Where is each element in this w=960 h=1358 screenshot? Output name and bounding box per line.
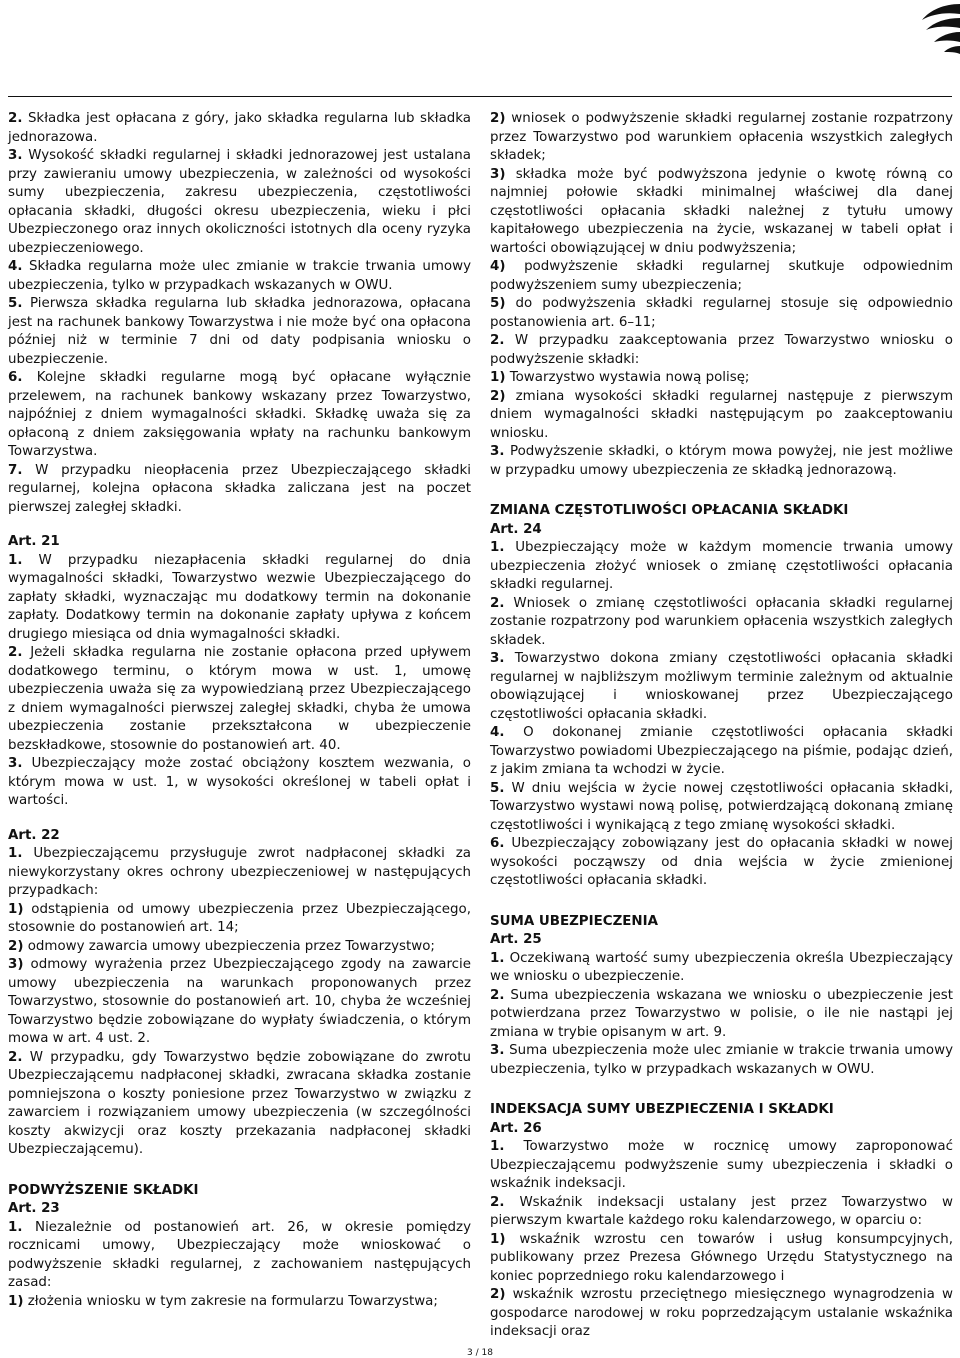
section-heading: SUMA UBEZPIECZENIA — [490, 913, 658, 929]
paragraph-text: Towarzystwo wystawia nową polisę; — [509, 370, 750, 385]
paragraph-number: 7. — [8, 462, 23, 478]
paragraph-text: zmiana wysokości składki regularnej następuje z pierwszym dniem wymagalności składki następującym po zaakceptowaniu wniosku. — [490, 388, 953, 441]
paragraph — [490, 110, 953, 166]
paragraph-text: Kolejne składki regularne mogą być opłacane wyłącznie przelewem, na rachunek bankowy wskazany przez Towarzystwo, najpóźniej z dniem wymagalności składki. Składkę uważa się za opłaconą z dniem zaksięgowania wpłaty na rachunku bankowym Towarzystwa. — [8, 370, 471, 459]
paragraph — [8, 1219, 471, 1293]
paragraph-text: Towarzystwo może w rocznicę umowy zaproponować Ubezpieczającemu podwyższenie sumy ubezpieczenia i składki o wskaźnik indeksacji. — [490, 1139, 953, 1191]
paragraph-text: odmowy zawarcia umowy ubezpieczenia przez Towarzystwo; — [27, 938, 435, 954]
paragraph — [490, 1194, 953, 1231]
paragraph — [490, 388, 953, 444]
paragraph-text: podwyższenie składki regularnej skutkuje odpowiednim podwyższeniem sumy ubezpieczenia; — [490, 259, 953, 293]
paragraph — [8, 755, 471, 811]
paragraph — [490, 295, 953, 332]
paragraph-number: 2) — [490, 1287, 506, 1302]
paragraph-number: 3) — [8, 957, 24, 972]
paragraph — [8, 110, 471, 147]
paragraph-number: 1) — [490, 1231, 506, 1247]
header-divider — [8, 96, 952, 97]
paragraph-text: wskaźnik wzrostu cen towarów i usług konsumpcyjnych, publikowany przez Prezesa Głównego Urzędu Statystycznego na koniec poprzedniego roku kalendarzowego i — [490, 1231, 953, 1284]
paragraph-text: Ubezpieczający zobowiązany jest do opłacania składki w nowej wysokości począwszy od dnia wejścia w życie zmienionej częstotliwości opłacania składki. — [490, 836, 953, 888]
paragraph-number: 2. — [490, 987, 505, 1003]
page-number: 3 / 18 — [467, 1348, 493, 1358]
paragraph-number: 1. — [8, 1219, 23, 1235]
paragraph-number: 2. — [8, 645, 23, 660]
paragraph — [490, 539, 953, 595]
paragraph-number: 2) — [490, 111, 506, 126]
paragraph-number: 5. — [490, 780, 505, 796]
paragraph — [490, 369, 953, 388]
paragraph-text: W przypadku nieopłacenia przez Ubezpieczającego składki regularnej, kolejna opłacona składka zaliczana jest na poczet pierwszej zaległej składki. — [8, 462, 471, 515]
paragraph-number: 5. — [8, 296, 23, 311]
paragraph-number: 3. — [490, 444, 505, 459]
paragraph-text: Wskaźnik indeksacji ustalany jest przez Towarzystwo w pierwszym kwartale każdego roku kalendarzowego, w oparciu o: — [490, 1194, 953, 1228]
paragraph-number: 1) — [490, 370, 506, 385]
paragraph — [490, 835, 953, 891]
paragraph-number: 4) — [490, 259, 506, 274]
paragraph-number: 1) — [8, 1293, 24, 1309]
paragraph-text: W przypadku zaakceptowania przez Towarzystwo wniosku o podwyższenie składki: — [490, 333, 953, 367]
paragraph-number: 1. — [490, 950, 505, 966]
paragraph-text: odstąpienia od umowy ubezpieczenia przez Ubezpieczającego, stosownie do postanowień art. 14; — [8, 901, 471, 935]
article-heading: Art. 21 — [8, 534, 60, 549]
paragraph-text: Suma ubezpieczenia wskazana we wniosku o ubezpieczenie jest potwierdzana przez Towarzystwo w polisie, o ile nie nastąpi jej zmiana w trybie opisanym w art. 9. — [490, 987, 953, 1040]
paragraph — [8, 462, 471, 518]
paragraph-number: 3. — [490, 1043, 505, 1058]
paragraph-number: 1) — [8, 901, 24, 917]
right-column — [490, 110, 953, 1342]
paragraph-number: 2) — [8, 938, 24, 954]
paragraph-text: Składka regularna może ulec zmianie w trakcie trwania umowy ubezpieczenia, tylko w przypadkach wskazanych w OWU. — [8, 259, 471, 293]
paragraph-text: Ubezpieczającemu przysługuje zwrot nadpłaconej składki za niewykorzystany okres ochrony ubezpieczeniowej w następujących przypadkach: — [8, 846, 471, 898]
paragraph-text: Ubezpieczający może w każdym momencie trwania umowy ubezpieczenia złożyć wniosek o zmianę częstotliwości opłacania składki regularnej. — [490, 540, 953, 592]
paragraph — [490, 443, 953, 480]
paragraph-number: 1. — [8, 552, 23, 568]
article-heading: Art. 26 — [490, 1120, 542, 1136]
paragraph-number: 2) — [490, 388, 506, 404]
paragraph-number: 1. — [8, 846, 23, 861]
paragraph-number: 2. — [8, 111, 23, 126]
paragraph-number: 4. — [8, 259, 23, 274]
paragraph — [8, 644, 471, 755]
article-heading: Art. 24 — [490, 521, 542, 537]
paragraph — [8, 258, 471, 295]
section-heading: PODWYŻSZENIE SKŁADKI — [8, 1182, 199, 1198]
paragraph-text: Podwyższenie składki, o którym mowa powyżej, nie jest możliwe w przypadku umowy ubezpieczenia ze składką jednorazową. — [490, 444, 953, 478]
paragraph-text: Ubezpieczający może zostać obciążony kosztem wezwania, o którym mowa w ust. 1, w wysokości określonej w tabeli opłat i wartości. — [8, 756, 471, 808]
paragraph-text: wniosek o podwyższenie składki regularnej zostanie rozpatrzony przez Towarzystwo pod warunkiem opłacenia wszystkich zaległych składek; — [490, 111, 953, 163]
paragraph — [490, 1042, 953, 1079]
paragraph-text: do podwyższenia składki regularnej stosuje się odpowiednio postanowienia art. 6–11; — [490, 296, 953, 330]
paragraph-text: Jeżeli składka regularna nie zostanie opłacona przed upływem dodatkowego terminu, o którym mowa w ust. 1, umowę ubezpieczenia uważa się za wypowiedzianą przez Ubezpieczającego z dniem wymagalności pierwszej zaległej składki, chyba że umowa ubezpieczenia zostanie przekształcona w ubezpieczenie bezskładkowe, stosownie do postanowień art. 40. — [8, 645, 471, 753]
paragraph-number: 6. — [8, 370, 23, 385]
paragraph — [490, 332, 953, 369]
paragraph-text: Pierwsza składka regularna lub składka jednorazowa, opłacana jest na rachunek bankowy Towarzystwa i nie może być ona opłacona później niż w terminie 7 dni od daty podpisania wniosku o ubezpieczenie. — [8, 296, 471, 367]
company-logo-icon — [904, 0, 960, 56]
paragraph — [8, 147, 471, 258]
paragraph — [8, 956, 471, 1049]
paragraph-number: 2. — [490, 595, 505, 611]
paragraph-number: 3. — [8, 756, 23, 771]
paragraph-text: złożenia wniosku w tym zakresie na formularzu Towarzystwa; — [27, 1293, 438, 1309]
paragraph — [8, 845, 471, 901]
paragraph-text: W przypadku, gdy Towarzystwo będzie zobowiązane do zwrotu Ubezpieczającemu nadpłaconej składki, zwracana składka zostanie pomniejszona o koszty poniesione przez Towarzystwo w związku z zawarciem i rozwiązaniem umowy ubezpieczenia (w szczególności koszty akwizycji oraz koszty przekazania nadpłaconej składki Ubezpieczającemu). — [8, 1049, 471, 1157]
paragraph — [490, 987, 953, 1043]
paragraph-text: Wniosek o zmianę częstotliwości opłacania składki regularnej zostanie rozpatrzony pod warunkiem opłacenia wszystkich zaległych składek. — [490, 595, 953, 648]
paragraph-number: 3) — [490, 166, 506, 182]
paragraph-text: O dokonanej zmianie częstotliwości opłacania składki Towarzystwo powiadomi Ubezpieczającego na piśmie, podając dzień, z jakim zmiana ta wchodzi w życie. — [490, 725, 953, 777]
paragraph-text: Oczekiwaną wartość sumy ubezpieczenia określa Ubezpieczający we wniosku o ubezpieczenie. — [490, 950, 954, 984]
section-heading: ZMIANA CZĘSTOTLIWOŚCI OPŁACANIA SKŁADKI — [490, 503, 849, 518]
paragraph-text: W dniu wejścia w życie nowej częstotliwości opłacania składki, Towarzystwo wystawi nową polisę, potwierdzającą dokonaną zmianę częstotliwości i wynikającą z tego zmianę wysokości składki. — [490, 780, 953, 833]
section-heading: INDEKSACJA SUMY UBEZPIECZENIA I SKŁADKI — [490, 1102, 834, 1117]
paragraph — [490, 950, 953, 987]
paragraph-number: 2. — [490, 333, 505, 348]
paragraph — [8, 369, 471, 462]
article-heading: Art. 25 — [490, 932, 542, 947]
paragraph-number: 1. — [490, 540, 505, 555]
paragraph-number: 3. — [8, 148, 23, 163]
paragraph-text: W przypadku niezapłacenia składki regularnej do dnia wymagalności składki, Towarzystwo wezwie Ubezpieczającego do zapłaty składki, wyznaczając mu dodatkowy termin na dokonanie zapłaty. Dodatkowy termin na dokonanie zapłaty upływa z końcem drugiego miesiąca od dnia wymagalności składki. — [8, 552, 471, 642]
paragraph-number: 1. — [490, 1139, 505, 1154]
paragraph — [490, 258, 953, 295]
paragraph-text: Niezależnie od postanowień art. 26, w okresie pomiędzy rocznicami umowy, Ubezpieczający może wnioskować o podwyższenie składki regularnej, z zachowaniem następujących zasad: — [8, 1219, 471, 1290]
paragraph — [490, 650, 953, 724]
paragraph-number: 5) — [490, 296, 506, 311]
paragraph — [490, 1138, 953, 1194]
paragraph — [8, 938, 471, 957]
paragraph-number: 2. — [490, 1194, 505, 1210]
paragraph-text: Towarzystwo dokona zmiany częstotliwości opłacania składki regularnej w najbliższym możliwym terminie zależnym od aktualnie obowiązującej i wnioskowanej przez Ubezpieczającego częstotliwości opłacania składki. — [490, 651, 953, 722]
paragraph-text: wskaźnik wzrostu przeciętnego miesięcznego wynagrodzenia w gospodarce narodowej w roku poprzedzającym ustalanie wskaźnika indeksacji oraz — [490, 1287, 953, 1339]
paragraph — [8, 1293, 471, 1312]
paragraph-text: Składka jest opłacana z góry, jako składka regularna lub składka jednorazowa. — [8, 111, 472, 145]
article-heading: Art. 22 — [8, 827, 60, 843]
paragraph — [8, 901, 471, 938]
paragraph-text: składka może być podwyższona jedynie o kwotę równą co najmniej połowie składki minimalnej właściwej dla danej częstotliwości opłacania składki należnej z tytułu umowy kapitałowego ubezpieczenia na życie, wskazanej w tabeli opłat i wartości obowiązującej w dniu podwyższenia; — [490, 166, 953, 256]
paragraph — [8, 295, 471, 369]
paragraph-number: 4. — [490, 725, 505, 740]
paragraph-number: 2. — [8, 1049, 23, 1065]
paragraph — [490, 724, 953, 780]
left-column — [8, 110, 471, 1311]
paragraph — [490, 780, 953, 836]
paragraph — [490, 166, 953, 259]
paragraph-text: odmowy wyrażenia przez Ubezpieczającego zgody na zawarcie umowy ubezpieczenia na warunkach proponowanych przez Towarzystwo, stosownie do postanowień art. 10, chyba że wcześniej Towarzystwo będzie zobowiązane do wypłaty świadczenia, o którym mowa w art. 4 ust. 2. — [8, 957, 471, 1046]
paragraph — [8, 1049, 471, 1160]
paragraph — [8, 552, 471, 645]
article-heading: Art. 23 — [8, 1201, 60, 1216]
paragraph-number: 6. — [490, 836, 505, 851]
paragraph — [490, 595, 953, 651]
paragraph-text: Suma ubezpieczenia może ulec zmianie w trakcie trwania umowy ubezpieczenia, tylko w przypadkach wskazanych w OWU. — [490, 1043, 954, 1077]
paragraph — [490, 1286, 953, 1342]
paragraph-number: 3. — [490, 651, 505, 666]
paragraph-text: Wysokość składki regularnej i składki jednorazowej jest ustalana przy zawieraniu umowy ubezpieczenia, w zależności od wysokości sumy ubezpieczenia, zakresu ubezpieczenia, częstotliwości opłacania składki, długości okresu ubezpieczenia, wieku i płci Ubezpieczonego oraz innych okoliczności istotnych dla oceny ryzyka ubezpieczeniowego. — [8, 148, 471, 256]
paragraph — [490, 1231, 953, 1287]
